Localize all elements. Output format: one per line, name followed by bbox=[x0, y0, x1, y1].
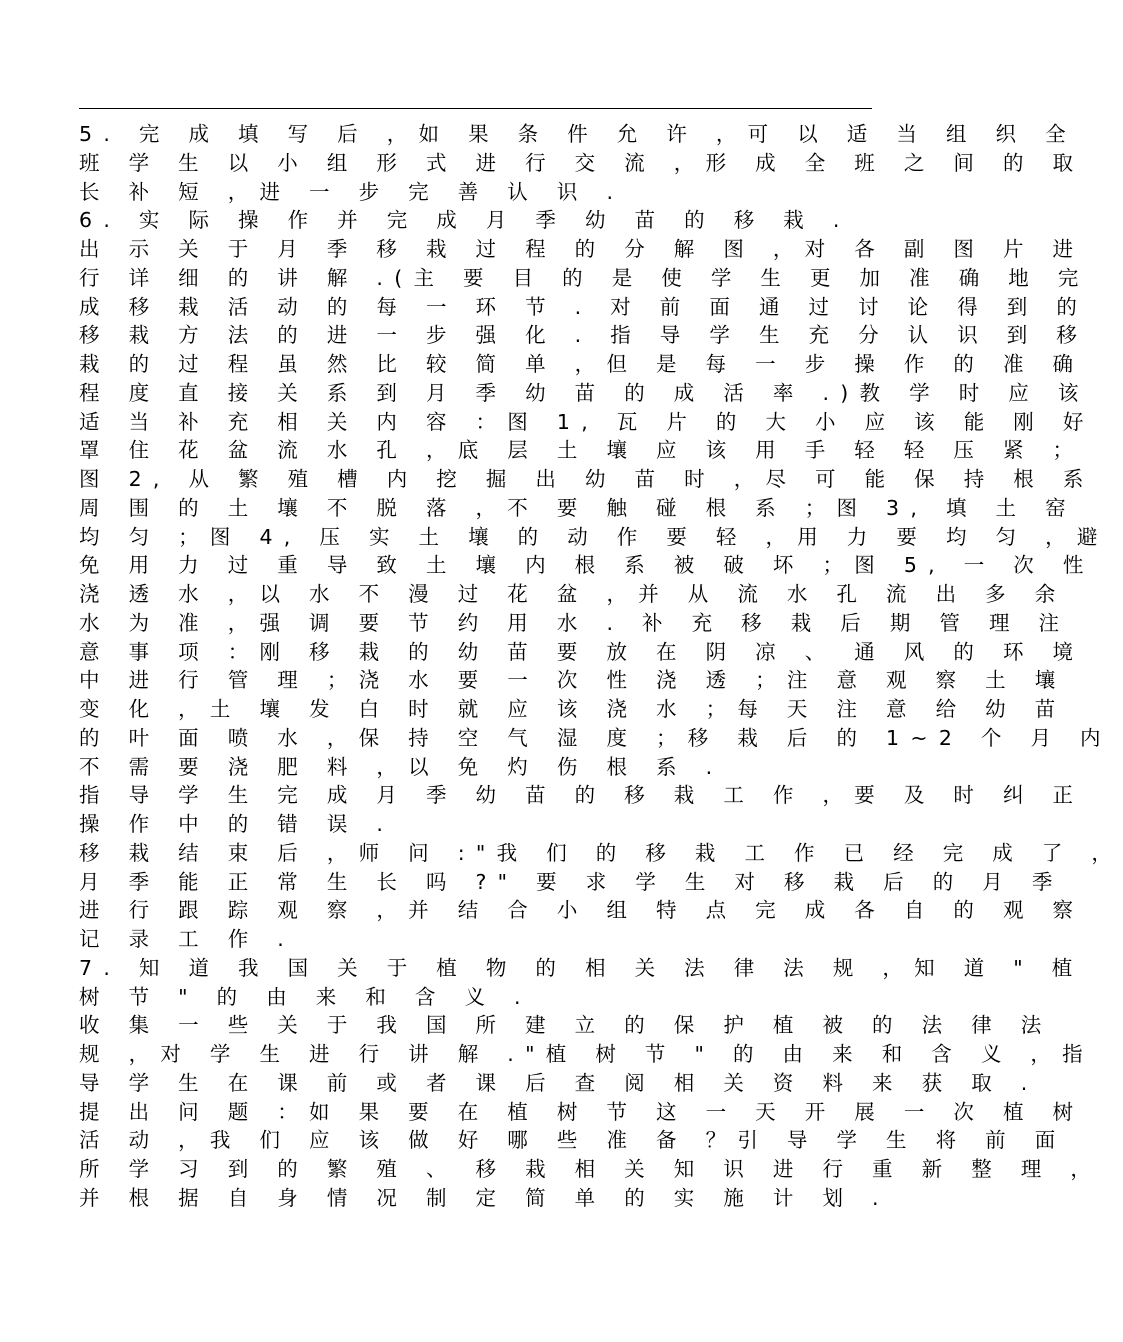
text-line: 适 当 补 充 相 关 内 容 ：图 1, 瓦 片 的 大 小 应 该 能 刚 好 bbox=[79, 409, 1095, 434]
body-text bbox=[79, 120, 1123, 1213]
text-line: 操 作 中 的 错 误 . bbox=[79, 812, 395, 836]
text-line: 6. 实 际 操 作 并 完 成 月 季 幼 苗 的 移 栽 . bbox=[79, 208, 851, 233]
text-line: 所 学 习 到 的 繁 殖 、 移 栽 相 关 知 识 进 行 重 新 整 理 ， bbox=[79, 1157, 1103, 1181]
text-line: 并 根 据 自 身 情 况 制 定 简 单 的 实 施 计 划 . bbox=[79, 1185, 890, 1210]
text-line: 指 导 学 生 完 成 月 季 幼 苗 的 移 栽 工 作 ，要 及 时 纠 正 bbox=[79, 783, 1085, 808]
text-line: 变 化 ，土 壤 发 白 时 就 应 该 浇 水 ；每 天 注 意 给 幼 苗 bbox=[79, 697, 1067, 721]
text-line: 班 学 生 以 小 组 形 式 进 行 交 流 ，形 成 全 班 之 间 的 取 bbox=[79, 150, 1085, 175]
text-line: 记 录 工 作 . bbox=[79, 927, 296, 951]
text-line: 出 示 关 于 月 季 移 栽 过 程 的 分 解 图 ，对 各 副 图 片 进 bbox=[79, 237, 1085, 261]
text-line: 行 详 细 的 讲 解 .(主 要 目 的 是 使 学 生 更 加 准 确 地 完 bbox=[79, 265, 1090, 290]
text-line: 提 出 问 题 ：如 果 要 在 植 树 节 这 一 天 开 展 一 次 植 树 bbox=[79, 1099, 1085, 1124]
text-line: 意 事 项 ：刚 移 栽 的 幼 苗 要 放 在 阴 凉 、 通 风 的 环 境 bbox=[79, 639, 1085, 664]
text-line: 图 2, 从 繁 殖 槽 内 挖 掘 出 幼 苗 时 ，尽 可 能 保 持 根 系 bbox=[79, 467, 1095, 491]
text-line: 5. 完 成 填 写 后 ，如 果 条 件 允 许 ，可 以 适 当 组 织 全 bbox=[79, 122, 1077, 146]
text-line: 长 补 短 ，进 一 步 完 善 认 识 . bbox=[79, 179, 625, 204]
header-rule bbox=[79, 108, 872, 109]
text-line: 栽 的 过 程 虽 然 比 较 简 单 ，但 是 每 一 步 操 作 的 准 确 bbox=[79, 352, 1085, 376]
text-line: 树 节 " 的 由 来 和 含 义 . bbox=[79, 984, 532, 1009]
text-line: 程 度 直 接 关 系 到 月 季 幼 苗 的 成 活 率 .)教 学 时 应 该 bbox=[79, 380, 1090, 405]
text-line: 导 学 生 在 课 前 或 者 课 后 查 阅 相 关 资 料 来 获 取 . bbox=[79, 1070, 1039, 1095]
text-line: 不 需 要 浇 肥 料 ，以 免 灼 伤 根 系 . bbox=[79, 754, 724, 779]
text-line: 罩 住 花 盆 流 水 孔 ，底 层 土 壤 应 该 用 手 轻 轻 压 紧 ； bbox=[79, 438, 1085, 463]
text-line: 收 集 一 些 关 于 我 国 所 建 立 的 保 护 植 被 的 法 律 法 bbox=[79, 1013, 1053, 1038]
text-line: 规 ，对 学 生 进 行 讲 解 ."植 树 节 " 的 由 来 和 含 义 ，指 bbox=[79, 1042, 1094, 1066]
text-line: 均 匀 ；图 4, 压 实 土 壤 的 动 作 要 轻 ，用 力 要 均 匀 ，避 bbox=[79, 524, 1109, 549]
text-line: 移 栽 结 束 后 ，师 问 :"我 们 的 移 栽 工 作 已 经 完 成 了 ， bbox=[79, 840, 1123, 865]
text-line: 水 为 准 ，强 调 要 节 约 用 水 . 补 充 移 栽 后 期 管 理 注 bbox=[79, 610, 1071, 635]
text-line: 周 围 的 土 壤 不 脱 落 ，不 要 触 碰 根 系 ；图 3, 填 土 窑 bbox=[79, 495, 1077, 520]
text-line: 成 移 栽 活 动 的 每 一 环 节 . 对 前 面 通 过 讨 论 得 到 的 bbox=[79, 294, 1089, 319]
text-line: 7. 知 道 我 国 关 于 植 物 的 相 关 法 律 法 规 ，知 道 " 植 bbox=[79, 955, 1084, 980]
text-line: 的 叶 面 喷 水 ，保 持 空 气 湿 度 ；移 栽 后 的 1~2 个 月 内 bbox=[79, 725, 1112, 750]
text-line: 免 用 力 过 重 导 致 土 壤 内 根 系 被 破 坏 ；图 5, 一 次 性 bbox=[79, 553, 1095, 578]
text-line: 中 进 行 管 理 ；浇 水 要 一 次 性 浇 透 ；注 意 观 察 土 壤 bbox=[79, 668, 1067, 693]
text-line: 浇 透 水 ，以 水 不 漫 过 花 盆 ，并 从 流 水 孔 流 出 多 余 bbox=[79, 582, 1067, 606]
text-line: 进 行 跟 踪 观 察 ，并 结 合 小 组 特 点 完 成 各 自 的 观 察 bbox=[79, 898, 1085, 923]
text-line: 活 动 ，我 们 应 该 做 好 哪 些 准 备 ？引 导 学 生 将 前 面 bbox=[79, 1128, 1067, 1153]
text-line: 移 栽 方 法 的 进 一 步 强 化 . 指 导 学 生 充 分 认 识 到 移 bbox=[79, 323, 1089, 348]
text-line: 月 季 能 正 常 生 长 吗 ?" 要 求 学 生 对 移 栽 后 的 月 季 bbox=[79, 869, 1064, 894]
